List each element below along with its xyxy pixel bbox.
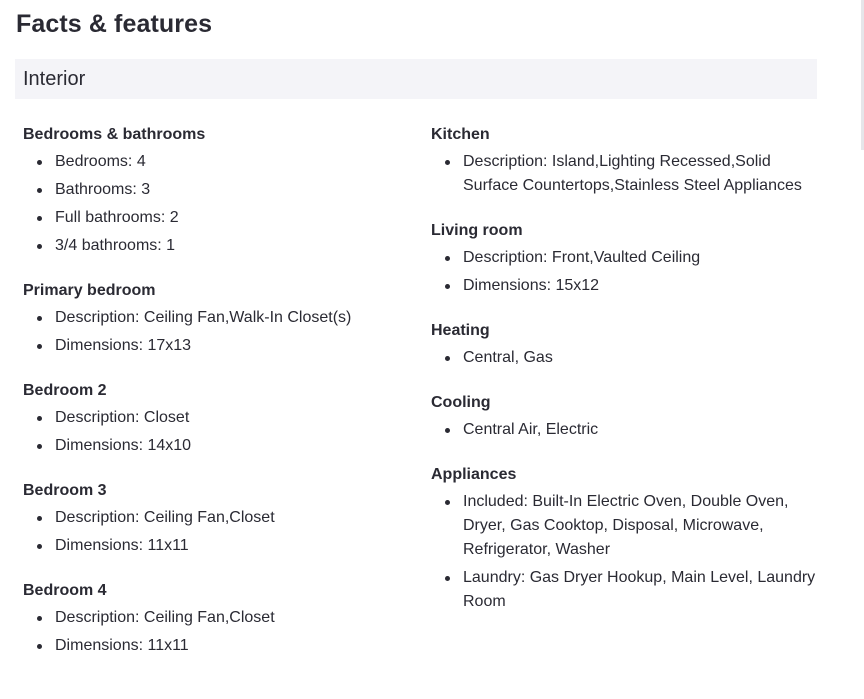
- fact-item: Description: Closet: [55, 406, 403, 430]
- interior-section-header: [15, 59, 817, 99]
- fact-item: Dimensions: 14x10: [55, 434, 403, 458]
- fact-item: Full bathrooms: 2: [55, 206, 403, 230]
- group-title: Bedroom 3: [23, 482, 107, 499]
- group-title: Kitchen: [431, 126, 490, 143]
- group-bedroom-2: [23, 380, 403, 458]
- fact-list: [23, 406, 403, 458]
- group-bedroom-4: [23, 580, 403, 658]
- group-bedroom-3: [23, 480, 403, 558]
- group-primary-bedroom: [23, 280, 403, 358]
- fact-list: [431, 246, 821, 298]
- fact-item: Description: Ceiling Fan,Walk-In Closet(s): [55, 306, 403, 330]
- group-title: Bedroom 4: [23, 582, 107, 599]
- fact-item: Dimensions: 11x11: [55, 534, 403, 558]
- fact-list: [23, 306, 403, 358]
- fact-item: Dimensions: 17x13: [55, 334, 403, 358]
- fact-item: Bedrooms: 4: [55, 150, 403, 174]
- group-title: Bedrooms & bathrooms: [23, 126, 206, 143]
- fact-item: Laundry: Gas Dryer Hookup, Main Level, Laundry Room: [463, 566, 821, 614]
- fact-list: [431, 418, 821, 442]
- group-title: Appliances: [431, 466, 517, 483]
- fact-item: Central Air, Electric: [463, 418, 821, 442]
- fact-item: Description: Ceiling Fan,Closet: [55, 506, 403, 530]
- fact-list: [23, 150, 403, 258]
- left-column: [23, 124, 403, 680]
- page-title: Facts & features: [16, 10, 213, 38]
- fact-item: Description: Front,Vaulted Ceiling: [463, 246, 821, 270]
- group-title: Primary bedroom: [23, 282, 156, 299]
- fact-item: Description: Ceiling Fan,Closet: [55, 606, 403, 630]
- fact-item: Included: Built-In Electric Oven, Double Oven, Dryer, Gas Cooktop, Disposal, Microwave, Refrigerator, Washer: [463, 490, 821, 562]
- fact-list: [431, 346, 821, 370]
- fact-item: Dimensions: 11x11: [55, 634, 403, 658]
- group-heating: [431, 320, 821, 370]
- right-column: [431, 124, 821, 636]
- group-appliances: [431, 464, 821, 614]
- fact-item: 3/4 bathrooms: 1: [55, 234, 403, 258]
- group-kitchen: [431, 124, 821, 198]
- group-cooling: [431, 392, 821, 442]
- section-title: Interior: [23, 68, 86, 90]
- fact-list: [23, 606, 403, 658]
- fact-item: Dimensions: 15x12: [463, 274, 821, 298]
- group-title: Bedroom 2: [23, 382, 107, 399]
- group-title: Heating: [431, 322, 490, 339]
- fact-list: [431, 150, 821, 198]
- group-bedrooms-bathrooms: [23, 124, 403, 258]
- group-living-room: [431, 220, 821, 298]
- fact-list: [431, 490, 821, 614]
- fact-item: Central, Gas: [463, 346, 821, 370]
- fact-item: Description: Island,Lighting Recessed,Solid Surface Countertops,Stainless Steel Appliances: [463, 150, 821, 198]
- group-title: Cooling: [431, 394, 491, 411]
- fact-item: Bathrooms: 3: [55, 178, 403, 202]
- fact-list: [23, 506, 403, 558]
- group-title: Living room: [431, 222, 523, 239]
